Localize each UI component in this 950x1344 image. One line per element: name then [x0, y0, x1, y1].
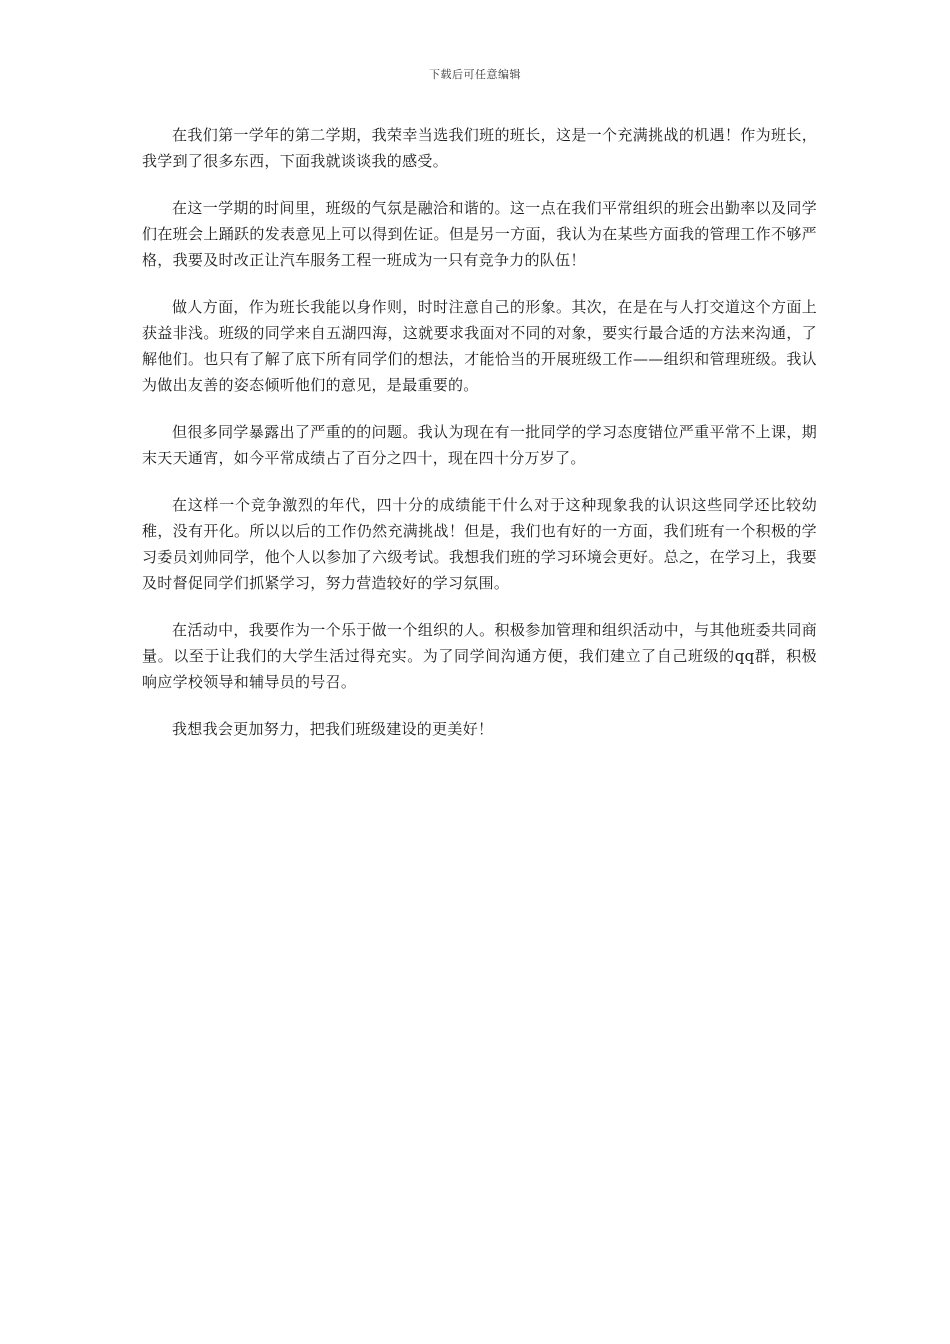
- paragraph-6: 在活动中，我要作为一个乐于做一个组织的人。积极参加管理和组织活动中，与其他班委共同商量。以至于让我们的大学生活过得充实。为了同学间沟通方便，我们建立了自己班级的qq群，积极响应学校领导和辅导员的号召。: [142, 621, 817, 691]
- paragraph-3: 做人方面，作为班长我能以身作则，时时注意自己的形象。其次，在是在与人打交道这个方面上获益非浅。班级的同学来自五湖四海，这就要求我面对不同的对象，要实行最合适的方法来沟通，了解他们。也只有了解了底下所有同学们的想法，才能恰当的开展班级工作——组织和管理班级。我认为做出友善的姿态倾听他们的意见，是最重要的。: [142, 298, 817, 394]
- paragraph-1: 在我们第一学年的第二学期，我荣幸当选我们班的班长，这是一个充满挑战的机遇！作为班长，我学到了很多东西，下面我就谈谈我的感受。: [142, 126, 817, 170]
- document-body: [142, 122, 817, 763]
- paragraph-4: 但很多同学暴露出了严重的的问题。我认为现在有一批同学的学习态度错位严重平常不上课，期末天天通宵，如今平常成绩占了百分之四十，现在四十分万岁了。: [142, 423, 817, 467]
- paragraph-7: 我想我会更加努力，把我们班级建设的更美好！: [172, 720, 494, 738]
- paragraph-2: 在这一学期的时间里，班级的气氛是融洽和谐的。这一点在我们平常组织的班会出勤率以及同学们在班会上踊跃的发表意见上可以得到佐证。但是另一方面，我认为在某些方面我的管理工作不够严格，我要及时改正让汽车服务工程一班成为一只有竞争力的队伍！: [142, 199, 817, 269]
- page-header: 下载后可任意编辑: [429, 68, 521, 81]
- paragraph-5: 在这样一个竞争激烈的年代，四十分的成绩能干什么对于这种现象我的认识这些同学还比较幼稚，没有开化。所以以后的工作仍然充满挑战！但是，我们也有好的一方面，我们班有一个积极的学习委员刘帅同学，他个人以参加了六级考试。我想我们班的学习环境会更好。总之，在学习上，我要及时督促同学们抓紧学习，努力营造较好的学习氛围。: [142, 496, 817, 592]
